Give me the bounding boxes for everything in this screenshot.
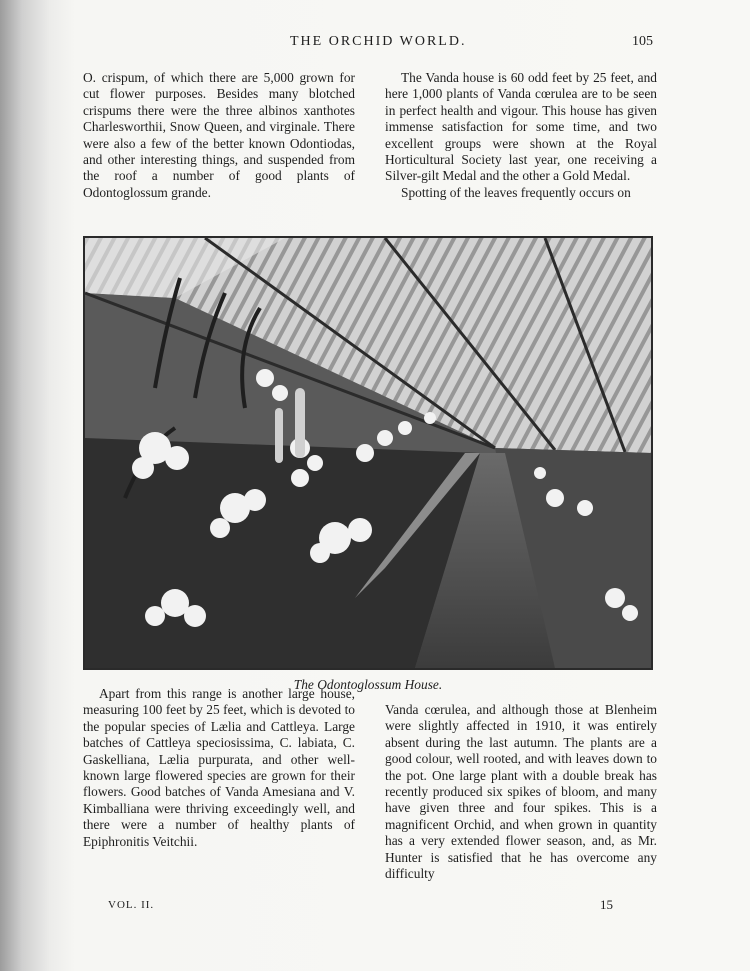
text-column-top-left	[83, 70, 355, 201]
page-number: 105	[632, 34, 653, 49]
running-title: THE ORCHID WORLD.	[290, 34, 467, 49]
text-column-bottom-left	[83, 686, 355, 850]
text-column-bottom-right	[385, 702, 657, 882]
paragraph: Spotting of the leaves frequently occurs on	[401, 184, 631, 200]
signature-number: 15	[600, 897, 613, 912]
paragraph: Vanda cœrulea, and although those at Blenheim were slightly affected in 1910, it was entirely absent during the last autumn. The plants are a good colour, well rooted, and with leaves down to the pot. One large plant with a double break has recently produced six spikes of bloom, and many have given three and four spikes. This is a magnificent Orchid, and when grown in quantity has a very extended flower season, and, as Mr. Hunter is satisfied that he has overcome any difficulty	[385, 702, 657, 882]
paragraph: Apart from this range is another large house, measuring 100 feet by 25 feet, which is devoted to the popular species of Lælia and Cattleya. Large batches of Cattleya speciosissima, C. labiata, C. Gaskelliana, Lælia purpurata, and other well-known large flowered species are grown for their flowers. Good batches of Vanda Amesiana and V. Kimballiana were thriving exceedingly well, and there were a number of healthy plants of Epiphronitis Veitchii.	[83, 686, 355, 849]
volume-label: VOL. II.	[108, 899, 155, 911]
paragraph: O. crispum, of which there are 5,000 grown for cut flower purposes. Besides many blotched crispums there were the three albinos xanthotes Charlesworthii, Snow Queen, and virginale. There were also a few of the better known Odontiodas, and other interesting things, and suspended from the roof a number of good plants of Odontoglossum grande.	[83, 70, 355, 200]
paragraph: The Vanda house is 60 odd feet by 25 feet, and here 1,000 plants of Vanda cœrulea are to be seen in perfect health and vigour. This house has given immense satisfaction for some time, and two excellent groups were shown at the Royal Horticultural Society last year, one receiving a Silver-gilt Medal and the other a Gold Medal.	[385, 70, 657, 184]
greenhouse-photograph	[83, 236, 653, 670]
text-column-top-right	[385, 70, 657, 201]
figure-caption: The Odontoglossum House.	[293, 677, 443, 692]
